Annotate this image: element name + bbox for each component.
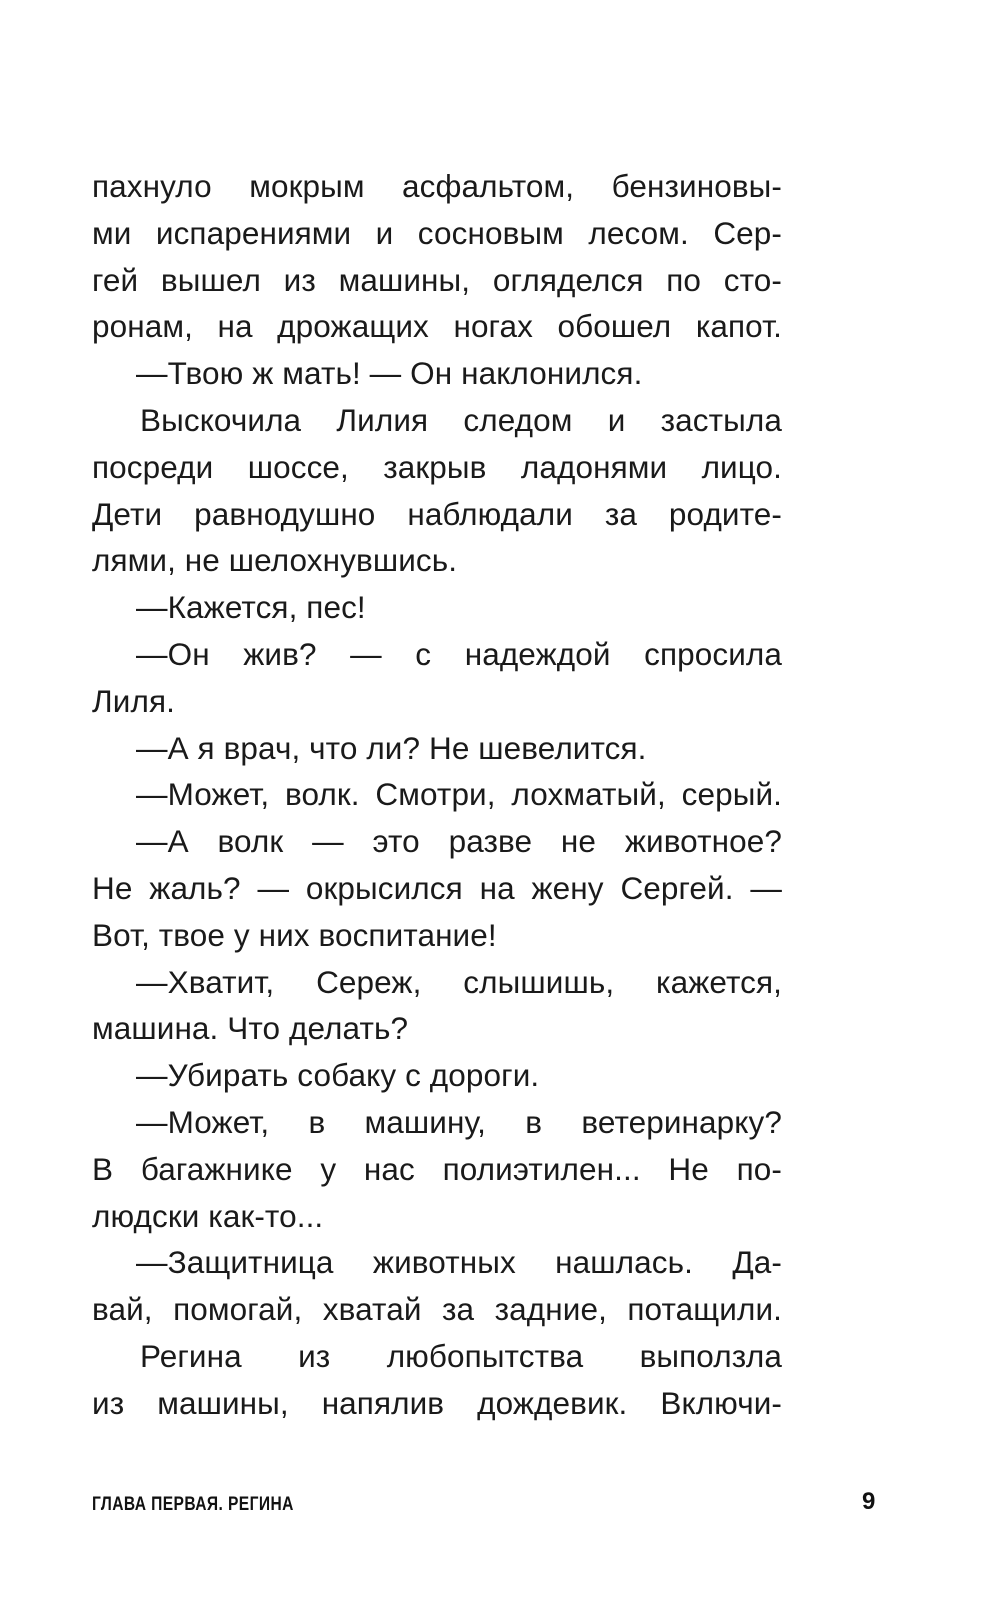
text-line: ми испарениями и сосновым лесом. Сер- — [92, 214, 782, 251]
text-line: —Защитница животных нашлась. Да- — [136, 1244, 782, 1281]
text-line: —Он жив? — с надеждой спросила — [136, 635, 782, 672]
text-line: —Может, в машину, в ветеринарку? — [136, 1103, 782, 1140]
text-line: —Хватит, Сереж, слышишь, кажется, — [136, 963, 782, 1000]
running-footer-chapter: ГЛАВА ПЕРВАЯ. РЕГИНА — [92, 1494, 294, 1515]
text-line: машина. Что делать? — [92, 1010, 409, 1047]
text-line: —Кажется, пес! — [136, 589, 366, 626]
text-line: —А волк — это разве не животное? — [136, 823, 782, 860]
text-line: Выскочила Лилия следом и застыла — [140, 401, 782, 438]
page-number: 9 — [862, 1488, 876, 1515]
text-line: пахнуло мокрым асфальтом, бензиновы- — [92, 168, 782, 204]
text-line: ронам, на дрожащих ногах обошел капот. — [92, 308, 782, 345]
text-line: гей вышел из машины, огляделся по сто- — [92, 261, 782, 298]
text-line: В багажнике у нас полиэтилен... Не по- — [92, 1150, 782, 1187]
text-line: посреди шоссе, закрыв ладонями лицо. — [92, 448, 782, 485]
text-line: —Может, волк. Смотри, лохматый, серый. — [136, 776, 782, 813]
text-line: Регина из любопытства выползла — [140, 1337, 782, 1374]
text-line: —А я врач, что ли? Не шевелится. — [136, 729, 647, 766]
text-line: вай, помогай, хватай за задние, потащили. — [92, 1291, 782, 1328]
text-line: Дети равнодушно наблюдали за родите- — [92, 495, 782, 532]
text-line: Вот, твое у них воспитание! — [92, 916, 497, 953]
text-line: —Убирать собаку с дороги. — [136, 1057, 540, 1094]
text-line: Лиля. — [92, 682, 175, 719]
text-line: из машины, напялив дождевик. Включи- — [92, 1384, 782, 1421]
body-text — [92, 163, 782, 1427]
text-line: лями, не шелохнувшись. — [92, 542, 458, 579]
text-line: Не жаль? — окрысился на жену Сергей. — — [92, 869, 782, 906]
text-line: людски как-то... — [92, 1197, 324, 1234]
text-line: —Твою ж мать! — Он наклонился. — [136, 355, 643, 392]
